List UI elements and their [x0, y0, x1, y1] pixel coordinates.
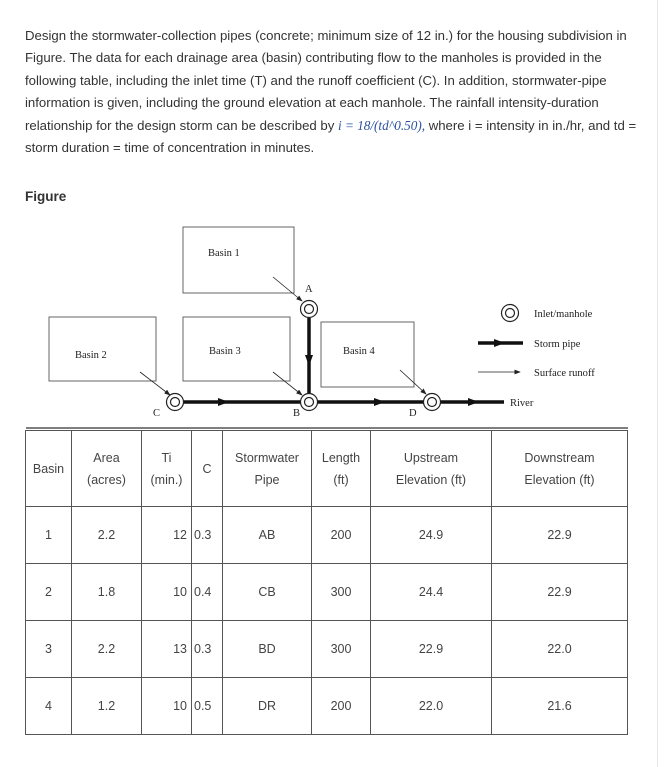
manhole-b-icon — [301, 394, 318, 411]
pipe-arrow-icon — [374, 398, 385, 406]
cell-c: 0.5 — [192, 678, 223, 735]
cell-pipe: DR — [223, 678, 312, 735]
cell-downstream: 22.9 — [492, 564, 628, 621]
table-header-row — [26, 431, 628, 507]
cell-ti: 12 — [142, 507, 192, 564]
runoff-arrow-icon — [273, 277, 302, 301]
basin-pipe-table — [25, 430, 628, 735]
stormwater-diagram — [0, 215, 671, 430]
cell-upstream: 24.4 — [371, 564, 492, 621]
cell-length: 300 — [312, 621, 371, 678]
problem-statement — [25, 25, 645, 159]
legend-pipe-arrow-icon — [494, 339, 505, 347]
header-upstream: Upstream Elevation (ft) — [371, 431, 492, 507]
cell-area: 1.2 — [72, 678, 142, 735]
cell-upstream: 24.9 — [371, 507, 492, 564]
legend-storm-pipe-label: Storm pipe — [534, 339, 581, 350]
basin-3-label: Basin 3 — [209, 346, 241, 357]
cell-basin: 1 — [26, 507, 72, 564]
cell-length: 200 — [312, 507, 371, 564]
cell-ti: 13 — [142, 621, 192, 678]
cell-c: 0.3 — [192, 507, 223, 564]
cell-basin: 3 — [26, 621, 72, 678]
cell-upstream: 22.0 — [371, 678, 492, 735]
header-basin: Basin — [26, 431, 72, 507]
pipe-arrow-icon — [305, 355, 313, 366]
problem-text: Design the stormwater-collection pipes (concrete; minimum size of 12 in.) for the housing subdivision in Figure. The data for each drainage area (basin) contributing flow to the manholes is provided in the following table, including the inlet time (T) and the runoff coefficient (C). In addition, stormwater-pipe information is given, including the ground elevation at each manhole. The rainfall intensity-duration relationship for the design storm can be described by — [25, 28, 627, 133]
table-row — [26, 678, 628, 735]
header-area: Area (acres) — [72, 431, 142, 507]
cell-area: 1.8 — [72, 564, 142, 621]
river-label: River — [510, 398, 534, 409]
cell-c: 0.4 — [192, 564, 223, 621]
node-d-label: D — [409, 408, 417, 419]
intensity-formula: i = 18/(td^0.50), — [338, 117, 426, 133]
cell-basin: 4 — [26, 678, 72, 735]
cell-length: 300 — [312, 564, 371, 621]
figure-title: Figure — [25, 189, 67, 204]
header-ti: Ti (min.) — [142, 431, 192, 507]
header-pipe: Stormwater Pipe — [223, 431, 312, 507]
header-length: Length (ft) — [312, 431, 371, 507]
runoff-arrow-icon — [400, 370, 426, 394]
cell-downstream: 21.6 — [492, 678, 628, 735]
runoff-arrow-icon — [140, 372, 170, 395]
runoff-arrow-icon — [273, 372, 302, 395]
table-row — [26, 507, 628, 564]
pipe-arrow-icon — [468, 398, 479, 406]
basin-1-box — [183, 227, 294, 293]
cell-basin: 2 — [26, 564, 72, 621]
node-b-label: B — [293, 408, 301, 419]
header-downstream: Downstream Elevation (ft) — [492, 431, 628, 507]
cell-pipe: BD — [223, 621, 312, 678]
legend-surface-runoff-label: Surface runoff — [534, 368, 595, 379]
cell-pipe: AB — [223, 507, 312, 564]
table-row — [26, 621, 628, 678]
cell-c: 0.3 — [192, 621, 223, 678]
manhole-a-icon — [301, 301, 318, 318]
manhole-c-icon — [167, 394, 184, 411]
table-row — [26, 564, 628, 621]
problem-text-after: where i = intensity in in./hr, and td = storm duration = time of concentration in minutes. — [25, 117, 637, 156]
cell-pipe: CB — [223, 564, 312, 621]
cell-ti: 10 — [142, 564, 192, 621]
node-c-label: C — [153, 408, 161, 419]
basin-2-label: Basin 2 — [75, 350, 107, 361]
cell-length: 200 — [312, 678, 371, 735]
basin-2-box — [49, 317, 156, 381]
cell-area: 2.2 — [72, 507, 142, 564]
header-c: C — [192, 431, 223, 507]
cell-upstream: 22.9 — [371, 621, 492, 678]
cell-ti: 10 — [142, 678, 192, 735]
cell-downstream: 22.9 — [492, 507, 628, 564]
pipe-arrow-icon — [218, 398, 229, 406]
cell-downstream: 22.0 — [492, 621, 628, 678]
node-a-label: A — [305, 284, 313, 295]
manhole-d-icon — [424, 394, 441, 411]
legend-manhole-label: Inlet/manhole — [534, 309, 593, 320]
basin-1-label: Basin 1 — [208, 248, 240, 259]
legend-manhole-icon — [502, 305, 519, 322]
cell-area: 2.2 — [72, 621, 142, 678]
basin-4-label: Basin 4 — [343, 346, 375, 357]
